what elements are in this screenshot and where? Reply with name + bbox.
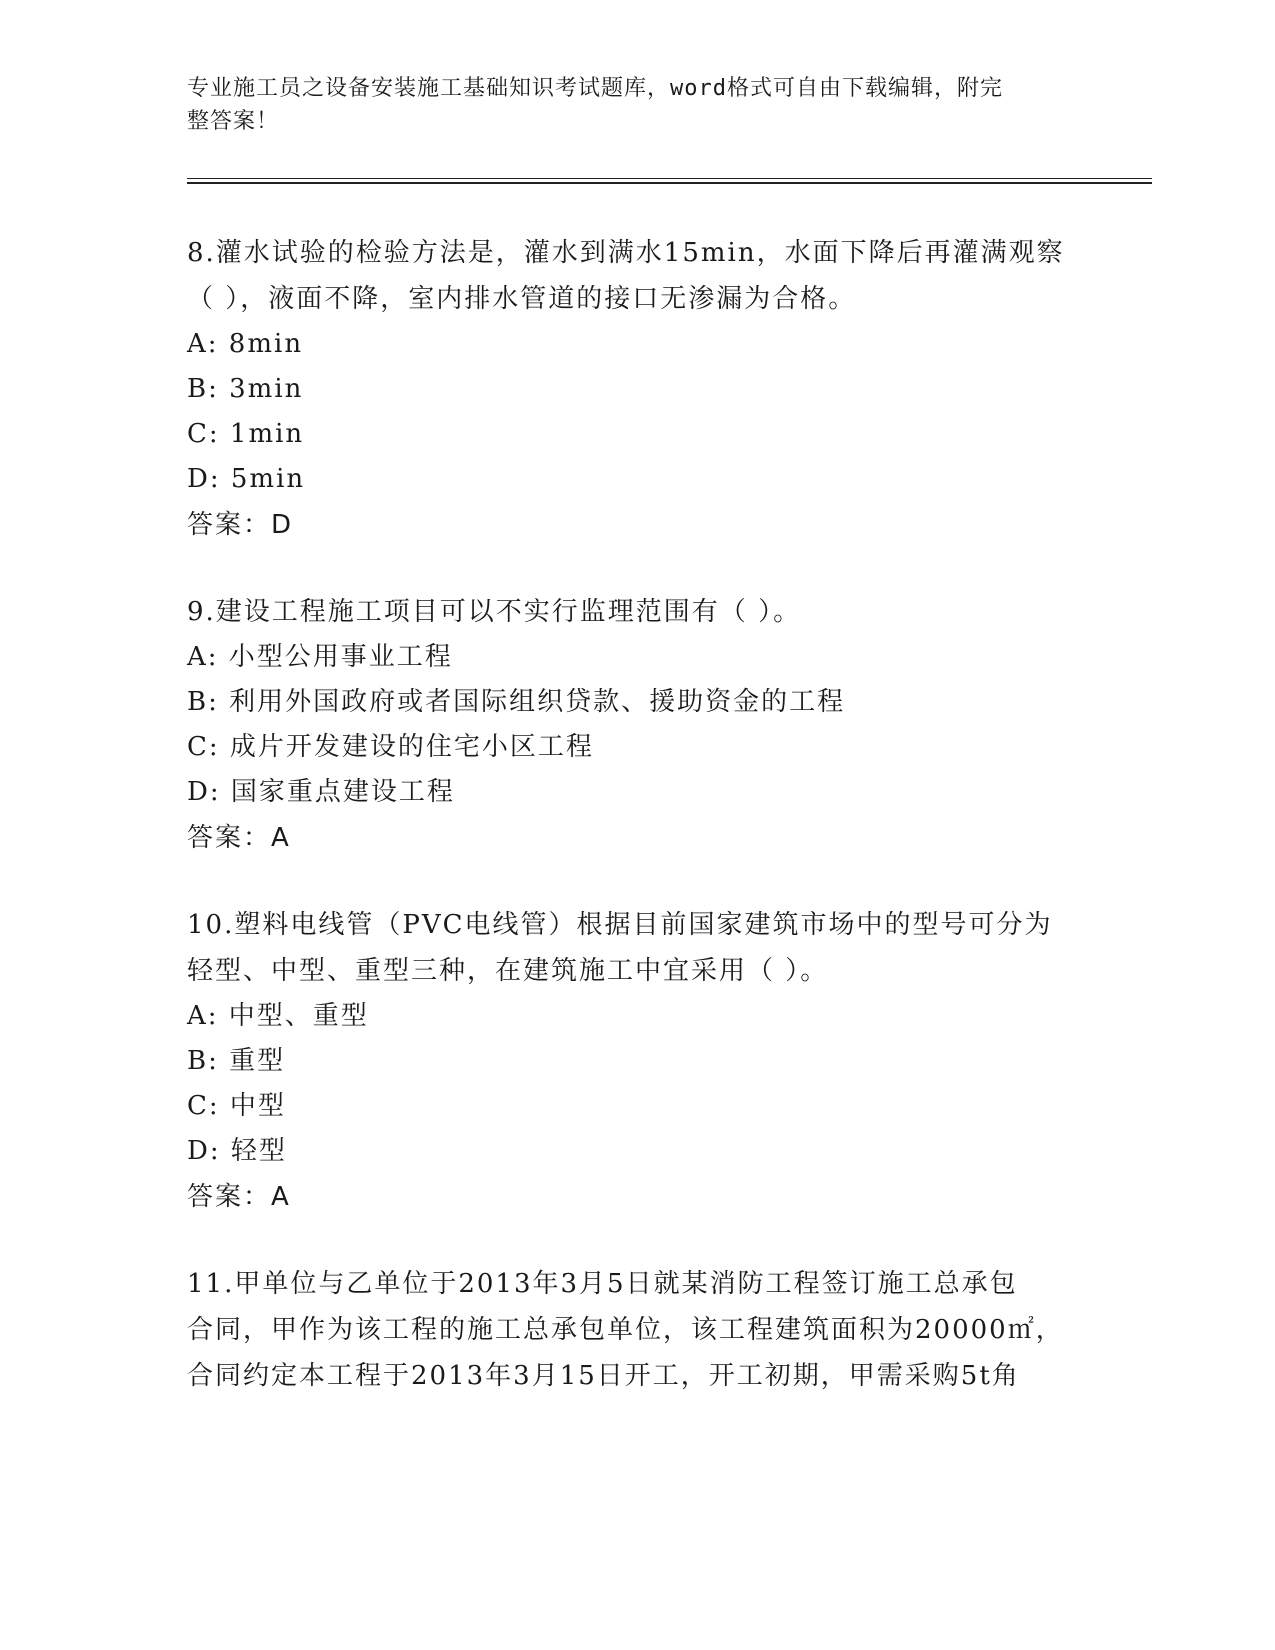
question-item bbox=[187, 1261, 1087, 1399]
question-stem-line: （ ），液面不降，室内排水管道的接口无渗漏为合格。 bbox=[187, 284, 857, 314]
question-item bbox=[187, 902, 1087, 1221]
option-c: C: 1min bbox=[187, 419, 305, 449]
answer-line: 答案：A bbox=[187, 823, 291, 853]
document-header bbox=[187, 72, 1067, 138]
question-stem-line: 合同，甲作为该工程的施工总承包单位，该工程建筑面积为20000㎡， bbox=[187, 1315, 1064, 1345]
answer-line: 答案：A bbox=[187, 1182, 291, 1212]
question-list bbox=[187, 230, 1087, 1439]
answer-line: 答案：D bbox=[187, 510, 294, 540]
option-b: B: 3min bbox=[187, 374, 304, 404]
option-c: C: 中型 bbox=[187, 1091, 286, 1121]
option-d: D: 国家重点建设工程 bbox=[187, 777, 455, 807]
option-d: D: 5min bbox=[187, 464, 306, 494]
question-stem-line: 10.塑料电线管（PVC电线管）根据目前国家建筑市场中的型号可分为 bbox=[187, 910, 1053, 940]
option-a: A: 小型公用事业工程 bbox=[187, 642, 453, 672]
header-divider-thick bbox=[187, 182, 1152, 184]
question-stem-line: 8.灌水试验的检验方法是，灌水到满水15min，水面下降后再灌满观察 bbox=[187, 238, 1065, 268]
option-a: A: 8min bbox=[187, 329, 304, 359]
header-line-1: 专业施工员之设备安装施工基础知识考试题库，word格式可自由下载编辑，附完 bbox=[187, 76, 1003, 101]
option-b: B: 利用外国政府或者国际组织贷款、援助资金的工程 bbox=[187, 687, 846, 717]
question-stem-line: 9.建设工程施工项目可以不实行监理范围有（ ）。 bbox=[187, 597, 802, 627]
question-stem-line: 11.甲单位与乙单位于2013年3月5日就某消防工程签订施工总承包 bbox=[187, 1269, 1018, 1299]
question-stem-line: 轻型、中型、重型三种，在建筑施工中宜采用（ ）。 bbox=[187, 956, 829, 986]
option-a: A: 中型、重型 bbox=[187, 1001, 369, 1031]
option-c: C: 成片开发建设的住宅小区工程 bbox=[187, 732, 594, 762]
header-line-2: 整答案！ bbox=[187, 109, 280, 134]
question-item bbox=[187, 589, 1087, 862]
header-divider-thin bbox=[187, 178, 1152, 179]
question-item bbox=[187, 230, 1087, 549]
option-b: B: 重型 bbox=[187, 1046, 286, 1076]
question-stem-line: 合同约定本工程于2013年3月15日开工，开工初期，甲需采购5t角 bbox=[187, 1361, 1020, 1391]
option-d: D: 轻型 bbox=[187, 1136, 287, 1166]
